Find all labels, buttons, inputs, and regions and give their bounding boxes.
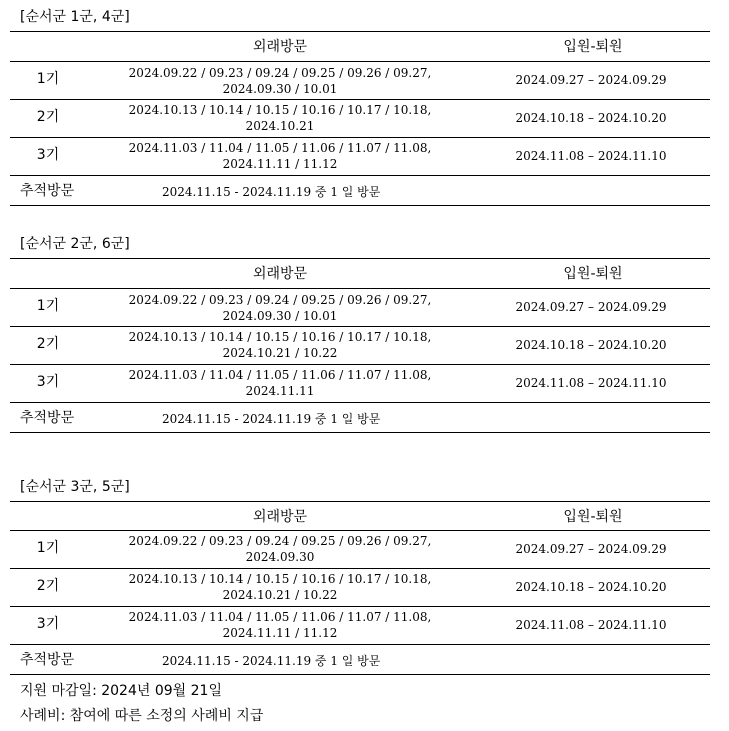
follow-up-visit-label: 추적방문: [20, 652, 75, 668]
admission-dates: 2024.10.18 – 2024.10.20: [515, 338, 667, 352]
admission-dates: 2024.09.27 – 2024.09.29: [515, 542, 667, 556]
admission-column-header: 입원-퇴원: [563, 39, 623, 55]
visit-dates: 2024.09.22 / 09.23 / 09.24 / 09.25 / 09.26 / 09.27, 2024.09.30: [128, 534, 432, 564]
divider: [10, 501, 710, 502]
admission-column-header: 입원-퇴원: [563, 266, 623, 282]
generation-label: 2기: [36, 336, 60, 352]
generation-label: 3기: [36, 616, 60, 632]
divider: [10, 606, 710, 607]
admission-dates: 2024.11.08 – 2024.11.10: [515, 149, 667, 163]
visit-column-header: 외래방문: [252, 266, 308, 282]
admission-column-header: 입원-퇴원: [563, 509, 623, 525]
visit-dates: 2024.09.22 / 09.23 / 09.24 / 09.25 / 09.26 / 09.27, 2024.09.30 / 10.01: [128, 293, 432, 323]
visit-dates: 2024.10.13 / 10.14 / 10.15 / 10.16 / 10.17 / 10.18, 2024.10.21 / 10.22: [128, 330, 432, 360]
divider: [10, 258, 710, 259]
generation-label: 2기: [36, 109, 60, 125]
section-title: [순서군 3군, 5군]: [20, 479, 130, 495]
admission-dates: 2024.09.27 – 2024.09.29: [515, 300, 667, 314]
divider: [10, 402, 710, 403]
visit-dates: 2024.10.13 / 10.14 / 10.15 / 10.16 / 10.17 / 10.18, 2024.10.21 / 10.22: [128, 572, 432, 602]
divider: [10, 674, 710, 675]
divider: [10, 288, 710, 289]
visit-dates: 2024.09.22 / 09.23 / 09.24 / 09.25 / 09.26 / 09.27, 2024.09.30 / 10.01: [128, 66, 432, 96]
divider: [10, 61, 710, 62]
follow-up-visit-dates: 2024.11.15 - 2024.11.19 중 1 일 방문: [162, 654, 381, 668]
divider: [10, 31, 710, 32]
visit-column-header: 외래방문: [252, 509, 308, 525]
application-deadline: 지원 마감일: 2024년 09월 21일: [20, 683, 222, 699]
section-title: [순서군 1군, 4군]: [20, 9, 130, 25]
generation-label: 3기: [36, 147, 60, 163]
visit-column-header: 외래방문: [252, 39, 308, 55]
admission-dates: 2024.10.18 – 2024.10.20: [515, 580, 667, 594]
follow-up-visit-label: 추적방문: [20, 183, 75, 199]
divider: [10, 568, 710, 569]
reward-note: 사례비: 참여에 따른 소정의 사례비 지급: [20, 708, 264, 724]
generation-label: 1기: [36, 298, 60, 314]
divider: [10, 530, 710, 531]
visit-dates: 2024.11.03 / 11.04 / 11.05 / 11.06 / 11.07 / 11.08, 2024.11.11 / 11.12: [128, 610, 432, 640]
generation-label: 2기: [36, 578, 60, 594]
divider: [10, 432, 710, 433]
generation-label: 3기: [36, 374, 60, 390]
admission-dates: 2024.11.08 – 2024.11.10: [515, 618, 667, 632]
divider: [10, 99, 710, 100]
follow-up-visit-dates: 2024.11.15 - 2024.11.19 중 1 일 방문: [162, 185, 381, 199]
follow-up-visit-dates: 2024.11.15 - 2024.11.19 중 1 일 방문: [162, 412, 381, 426]
admission-dates: 2024.10.18 – 2024.10.20: [515, 111, 667, 125]
follow-up-visit-label: 추적방문: [20, 410, 75, 426]
generation-label: 1기: [36, 71, 60, 87]
section-title: [순서군 2군, 6군]: [20, 236, 130, 252]
divider: [10, 364, 710, 365]
visit-dates: 2024.11.03 / 11.04 / 11.05 / 11.06 / 11.07 / 11.08, 2024.11.11 / 11.12: [128, 141, 432, 171]
visit-dates: 2024.10.13 / 10.14 / 10.15 / 10.16 / 10.17 / 10.18, 2024.10.21: [128, 103, 432, 133]
admission-dates: 2024.11.08 – 2024.11.10: [515, 376, 667, 390]
divider: [10, 205, 710, 206]
divider: [10, 137, 710, 138]
visit-dates: 2024.11.03 / 11.04 / 11.05 / 11.06 / 11.07 / 11.08, 2024.11.11: [128, 368, 432, 398]
divider: [10, 644, 710, 645]
admission-dates: 2024.09.27 – 2024.09.29: [515, 73, 667, 87]
divider: [10, 326, 710, 327]
generation-label: 1기: [36, 540, 60, 556]
divider: [10, 175, 710, 176]
